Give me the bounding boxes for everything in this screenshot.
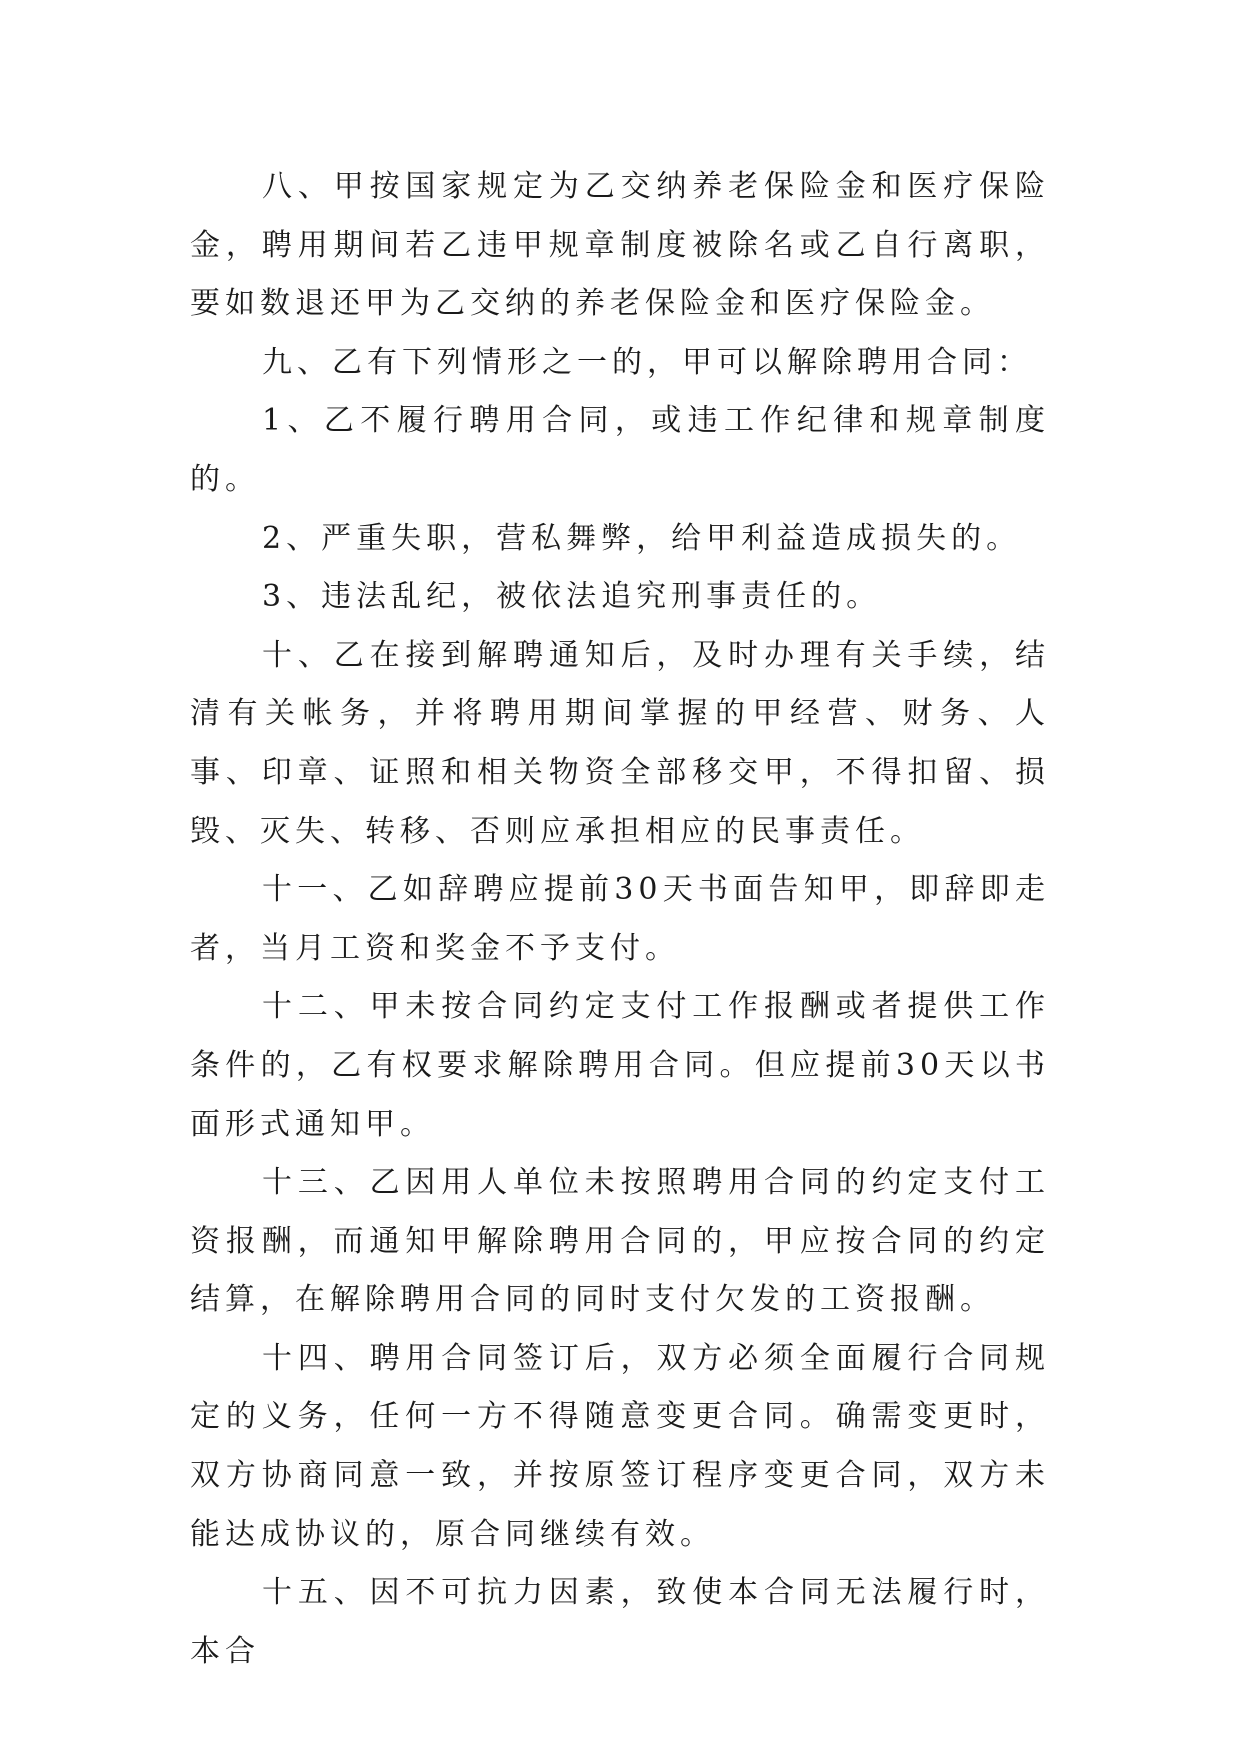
clause-15: 十五、因不可抗力因素，致使本合同无法履行时，本合 bbox=[190, 1575, 1050, 1669]
clause-9-item-2: 2、严重失职，营私舞弊，给甲利益造成损失的。 bbox=[262, 520, 1022, 556]
clause-9: 九、乙有下列情形之一的，甲可以解除聘用合同： bbox=[262, 344, 1032, 380]
clause-10: 十、乙在接到解聘通知后，及时办理有关手续，结清有关帐务，并将聘用期间掌握的甲经营、财务、人事、印章、证照和相关物资全部移交甲，不得扣留、损毁、灭失、转移、否则应承担相应的民事责任。 bbox=[190, 637, 1050, 849]
clause-9-item-3: 3、违法乱纪，被依法追究刑事责任的。 bbox=[262, 579, 882, 615]
clause-14: 十四、聘用合同签订后，双方必须全面履行合同规定的义务，任何一方不得随意变更合同。确需变更时，双方协商同意一致，并按原签订程序变更合同，双方未能达成协议的，原合同继续有效。 bbox=[190, 1340, 1050, 1552]
clause-9-item-1: 1、乙不履行聘用合同，或违工作纪律和规章制度的。 bbox=[190, 403, 1050, 497]
clause-11: 十一、乙如辞聘应提前30天书面告知甲，即辞即走者，当月工资和奖金不予支付。 bbox=[190, 872, 1050, 966]
clause-13: 十三、乙因用人单位未按照聘用合同的约定支付工资报酬，而通知甲解除聘用合同的，甲应按合同的约定结算，在解除聘用合同的同时支付欠发的工资报酬。 bbox=[190, 1165, 1050, 1318]
clause-12: 十二、甲未按合同约定支付工作报酬或者提供工作条件的，乙有权要求解除聘用合同。但应提前30天以书面形式通知甲。 bbox=[190, 989, 1050, 1142]
clause-8: 八、甲按国家规定为乙交纳养老保险金和医疗保险金，聘用期间若乙违甲规章制度被除名或乙自行离职，要如数退还甲为乙交纳的养老保险金和医疗保险金。 bbox=[190, 169, 1050, 322]
document-body bbox=[190, 158, 1050, 1681]
